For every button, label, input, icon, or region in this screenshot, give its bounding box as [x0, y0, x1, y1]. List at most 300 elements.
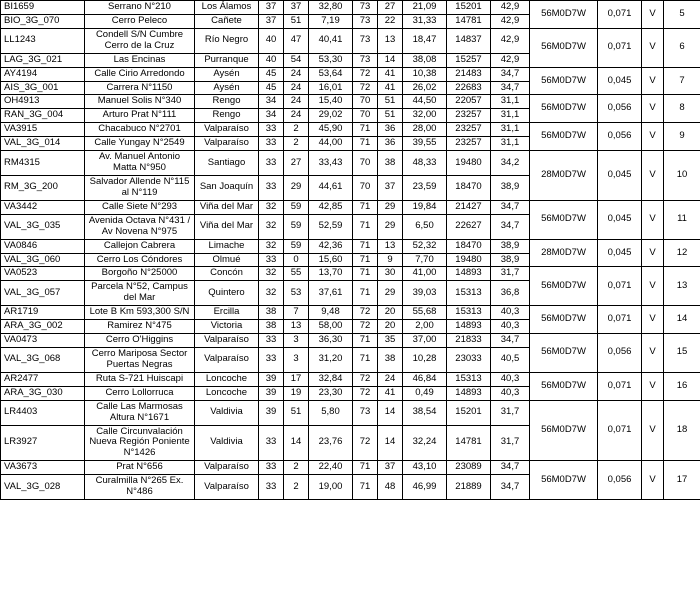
lat-deg-cell: 39	[259, 386, 284, 400]
designator-cell: 56M0D7W	[530, 334, 598, 373]
polarization-cell: V	[642, 28, 664, 67]
polarization-cell: V	[642, 461, 664, 500]
lon-min-cell: 38	[378, 151, 403, 176]
polarization-cell: V	[642, 334, 664, 373]
lat-min-cell: 13	[284, 320, 309, 334]
designator-cell: 56M0D7W	[530, 1, 598, 29]
power-cell: 34,7	[491, 67, 530, 81]
lat-sec-cell: 31,20	[309, 347, 353, 372]
frequency-cell: 23257	[447, 109, 491, 123]
lat-sec-cell: 53,64	[309, 67, 353, 81]
lon-min-cell: 14	[378, 400, 403, 425]
table-row	[1, 151, 700, 176]
link-number-cell: 14	[664, 306, 700, 334]
address-cell: Cerro O'Higgins	[85, 334, 195, 348]
frequency-cell: 14893	[447, 386, 491, 400]
link-number-cell: 18	[664, 400, 700, 461]
lon-deg-cell: 71	[353, 281, 378, 306]
power-cell: 31,7	[491, 267, 530, 281]
lat-deg-cell: 37	[259, 14, 284, 28]
lon-deg-cell: 71	[353, 123, 378, 137]
lon-min-cell: 38	[378, 347, 403, 372]
polarization-cell: V	[642, 400, 664, 461]
lon-deg-cell: 73	[353, 1, 378, 15]
power-cell: 42,9	[491, 28, 530, 53]
lat-min-cell: 2	[284, 123, 309, 137]
lat-sec-cell: 7,19	[309, 14, 353, 28]
lon-sec-cell: 21,09	[403, 1, 447, 15]
city-cell: Valparaíso	[195, 475, 259, 500]
lat-min-cell: 24	[284, 95, 309, 109]
code-cell: ARA_3G_030	[1, 386, 85, 400]
city-cell: Viña del Mar	[195, 214, 259, 239]
lon-deg-cell: 71	[353, 461, 378, 475]
lat-min-cell: 59	[284, 200, 309, 214]
table-row	[1, 67, 700, 81]
lon-sec-cell: 41,00	[403, 267, 447, 281]
lon-sec-cell: 18,47	[403, 28, 447, 53]
lon-deg-cell: 71	[353, 475, 378, 500]
lon-deg-cell: 71	[353, 334, 378, 348]
value-cell: 0,071	[598, 372, 642, 400]
lon-min-cell: 51	[378, 95, 403, 109]
address-cell: Cerro Peleco	[85, 14, 195, 28]
table-row	[1, 28, 700, 53]
code-cell: RAN_3G_004	[1, 109, 85, 123]
city-cell: Concón	[195, 267, 259, 281]
lon-min-cell: 36	[378, 137, 403, 151]
lat-sec-cell: 19,00	[309, 475, 353, 500]
lon-deg-cell: 72	[353, 81, 378, 95]
frequency-cell: 18470	[447, 175, 491, 200]
lon-sec-cell: 10,28	[403, 347, 447, 372]
lon-sec-cell: 55,68	[403, 306, 447, 320]
frequency-cell: 23089	[447, 461, 491, 475]
city-cell: Valdivia	[195, 400, 259, 425]
frequency-cell: 14781	[447, 14, 491, 28]
lat-sec-cell: 23,30	[309, 386, 353, 400]
address-cell: Parcela N°52, Campus del Mar	[85, 281, 195, 306]
code-cell: VAL_3G_028	[1, 475, 85, 500]
polarization-cell: V	[642, 95, 664, 123]
code-cell: RM_3G_200	[1, 175, 85, 200]
table-row	[1, 95, 700, 109]
city-cell: Purranque	[195, 53, 259, 67]
lon-deg-cell: 73	[353, 53, 378, 67]
lon-deg-cell: 71	[353, 239, 378, 253]
address-cell: Calle Cirio Arredondo	[85, 67, 195, 81]
code-cell: BI1659	[1, 1, 85, 15]
frequency-cell: 15313	[447, 306, 491, 320]
polarization-cell: V	[642, 239, 664, 267]
frequency-cell: 14893	[447, 320, 491, 334]
lat-sec-cell: 32,80	[309, 1, 353, 15]
lon-sec-cell: 39,55	[403, 137, 447, 151]
lon-min-cell: 13	[378, 28, 403, 53]
lon-deg-cell: 73	[353, 14, 378, 28]
city-cell: Río Negro	[195, 28, 259, 53]
sites-table-body	[1, 1, 700, 500]
power-cell: 40,3	[491, 386, 530, 400]
designator-cell: 56M0D7W	[530, 123, 598, 151]
lon-sec-cell: 28,00	[403, 123, 447, 137]
link-number-cell: 7	[664, 67, 700, 95]
value-cell: 0,045	[598, 67, 642, 95]
lon-min-cell: 14	[378, 425, 403, 461]
lat-sec-cell: 15,60	[309, 253, 353, 267]
lon-sec-cell: 2,00	[403, 320, 447, 334]
address-cell: Ramirez N°475	[85, 320, 195, 334]
power-cell: 34,7	[491, 334, 530, 348]
lat-min-cell: 27	[284, 151, 309, 176]
value-cell: 0,071	[598, 28, 642, 67]
lat-sec-cell: 42,36	[309, 239, 353, 253]
city-cell: Valparaíso	[195, 123, 259, 137]
address-cell: Curalmilla N°265 Ex. N°486	[85, 475, 195, 500]
address-cell: Borgoño N°25000	[85, 267, 195, 281]
polarization-cell: V	[642, 200, 664, 239]
lat-deg-cell: 33	[259, 334, 284, 348]
power-cell: 34,7	[491, 214, 530, 239]
lon-min-cell: 29	[378, 281, 403, 306]
code-cell: AR2477	[1, 372, 85, 386]
lat-min-cell: 24	[284, 67, 309, 81]
frequency-cell: 22057	[447, 95, 491, 109]
code-cell: ARA_3G_002	[1, 320, 85, 334]
code-cell: VA3915	[1, 123, 85, 137]
lon-deg-cell: 72	[353, 386, 378, 400]
lat-min-cell: 2	[284, 475, 309, 500]
code-cell: LR3927	[1, 425, 85, 461]
frequency-cell: 21833	[447, 334, 491, 348]
address-cell: Serrano N°210	[85, 1, 195, 15]
lon-min-cell: 30	[378, 267, 403, 281]
power-cell: 40,5	[491, 347, 530, 372]
frequency-cell: 21889	[447, 475, 491, 500]
city-cell: Aysén	[195, 67, 259, 81]
city-cell: Santiago	[195, 151, 259, 176]
lat-sec-cell: 45,90	[309, 123, 353, 137]
link-number-cell: 9	[664, 123, 700, 151]
city-cell: Valdivia	[195, 425, 259, 461]
code-cell: VA0473	[1, 334, 85, 348]
lat-min-cell: 3	[284, 334, 309, 348]
address-cell: Manuel Solis N°340	[85, 95, 195, 109]
link-number-cell: 15	[664, 334, 700, 373]
address-cell: Cerro Lollorruca	[85, 386, 195, 400]
power-cell: 34,2	[491, 151, 530, 176]
city-cell: Rengo	[195, 95, 259, 109]
lat-deg-cell: 38	[259, 306, 284, 320]
lon-min-cell: 41	[378, 81, 403, 95]
lat-sec-cell: 29,02	[309, 109, 353, 123]
code-cell: VAL_3G_035	[1, 214, 85, 239]
lat-min-cell: 24	[284, 81, 309, 95]
power-cell: 38,9	[491, 239, 530, 253]
lat-sec-cell: 58,00	[309, 320, 353, 334]
address-cell: Prat N°656	[85, 461, 195, 475]
lat-deg-cell: 32	[259, 214, 284, 239]
lat-min-cell: 51	[284, 14, 309, 28]
city-cell: Valparaíso	[195, 347, 259, 372]
lon-min-cell: 35	[378, 334, 403, 348]
lon-sec-cell: 10,38	[403, 67, 447, 81]
lat-sec-cell: 36,30	[309, 334, 353, 348]
lon-deg-cell: 72	[353, 320, 378, 334]
power-cell: 34,7	[491, 475, 530, 500]
code-cell: VA0846	[1, 239, 85, 253]
link-number-cell: 13	[664, 267, 700, 306]
code-cell: LAG_3G_021	[1, 53, 85, 67]
lat-deg-cell: 33	[259, 137, 284, 151]
lon-sec-cell: 48,33	[403, 151, 447, 176]
lat-min-cell: 37	[284, 1, 309, 15]
lon-sec-cell: 6,50	[403, 214, 447, 239]
city-cell: Los Álamos	[195, 1, 259, 15]
city-cell: Loncoche	[195, 372, 259, 386]
lat-min-cell: 53	[284, 281, 309, 306]
lon-deg-cell: 70	[353, 151, 378, 176]
code-cell: VA3673	[1, 461, 85, 475]
lat-deg-cell: 39	[259, 372, 284, 386]
value-cell: 0,071	[598, 1, 642, 29]
lat-deg-cell: 32	[259, 239, 284, 253]
city-cell: Valparaíso	[195, 461, 259, 475]
lat-deg-cell: 33	[259, 175, 284, 200]
city-cell: Quintero	[195, 281, 259, 306]
lat-deg-cell: 33	[259, 253, 284, 267]
power-cell: 31,7	[491, 425, 530, 461]
lat-deg-cell: 45	[259, 67, 284, 81]
polarization-cell: V	[642, 267, 664, 306]
lon-deg-cell: 72	[353, 425, 378, 461]
designator-cell: 56M0D7W	[530, 28, 598, 67]
lat-deg-cell: 34	[259, 95, 284, 109]
lat-sec-cell: 44,61	[309, 175, 353, 200]
lon-sec-cell: 32,00	[403, 109, 447, 123]
lat-min-cell: 17	[284, 372, 309, 386]
table-row	[1, 334, 700, 348]
table-row	[1, 1, 700, 15]
lon-deg-cell: 73	[353, 28, 378, 53]
designator-cell: 56M0D7W	[530, 95, 598, 123]
address-cell: Chacabuco N°2701	[85, 123, 195, 137]
value-cell: 0,045	[598, 151, 642, 201]
lon-sec-cell: 32,24	[403, 425, 447, 461]
lat-sec-cell: 5,80	[309, 400, 353, 425]
lat-deg-cell: 33	[259, 123, 284, 137]
lon-sec-cell: 52,32	[403, 239, 447, 253]
polarization-cell: V	[642, 151, 664, 201]
lon-sec-cell: 44,50	[403, 95, 447, 109]
value-cell: 0,071	[598, 267, 642, 306]
lon-min-cell: 36	[378, 123, 403, 137]
frequency-cell: 23257	[447, 137, 491, 151]
address-cell: Calle Circunvalación Nueva Región Poniente N°1426	[85, 425, 195, 461]
lat-sec-cell: 22,40	[309, 461, 353, 475]
lon-deg-cell: 70	[353, 109, 378, 123]
code-cell: LR4403	[1, 400, 85, 425]
address-cell: Cerro Mariposa Sector Puertas Negras	[85, 347, 195, 372]
frequency-cell: 23257	[447, 123, 491, 137]
table-row	[1, 239, 700, 253]
lat-deg-cell: 33	[259, 151, 284, 176]
lat-sec-cell: 32,84	[309, 372, 353, 386]
polarization-cell: V	[642, 306, 664, 334]
lon-deg-cell: 72	[353, 67, 378, 81]
lon-deg-cell: 73	[353, 400, 378, 425]
city-cell: Rengo	[195, 109, 259, 123]
designator-cell: 56M0D7W	[530, 267, 598, 306]
lon-sec-cell: 46,84	[403, 372, 447, 386]
lon-sec-cell: 39,03	[403, 281, 447, 306]
table-row	[1, 306, 700, 320]
link-number-cell: 12	[664, 239, 700, 267]
lat-deg-cell: 39	[259, 400, 284, 425]
lon-sec-cell: 0,49	[403, 386, 447, 400]
lat-sec-cell: 23,76	[309, 425, 353, 461]
lon-sec-cell: 19,84	[403, 200, 447, 214]
lon-deg-cell: 72	[353, 372, 378, 386]
value-cell: 0,071	[598, 400, 642, 461]
lat-min-cell: 19	[284, 386, 309, 400]
lat-sec-cell: 40,41	[309, 28, 353, 53]
address-cell: Salvador Allende N°115 al N°119	[85, 175, 195, 200]
lat-sec-cell: 33,43	[309, 151, 353, 176]
power-cell: 31,1	[491, 123, 530, 137]
address-cell: Condell S/N Cumbre Cerro de la Cruz	[85, 28, 195, 53]
power-cell: 31,1	[491, 95, 530, 109]
address-cell: Cerro Los Cóndores	[85, 253, 195, 267]
lat-sec-cell: 15,40	[309, 95, 353, 109]
lat-deg-cell: 33	[259, 461, 284, 475]
lat-deg-cell: 37	[259, 1, 284, 15]
city-cell: Ercilla	[195, 306, 259, 320]
frequency-cell: 14893	[447, 267, 491, 281]
city-cell: Valparaíso	[195, 334, 259, 348]
designator-cell: 28M0D7W	[530, 151, 598, 201]
address-cell: Las Encinas	[85, 53, 195, 67]
power-cell: 31,1	[491, 137, 530, 151]
frequency-cell: 15313	[447, 372, 491, 386]
lat-min-cell: 14	[284, 425, 309, 461]
designator-cell: 56M0D7W	[530, 200, 598, 239]
code-cell: BIO_3G_070	[1, 14, 85, 28]
value-cell: 0,056	[598, 95, 642, 123]
lon-sec-cell: 43,10	[403, 461, 447, 475]
lon-sec-cell: 46,99	[403, 475, 447, 500]
frequency-cell: 15201	[447, 400, 491, 425]
lat-sec-cell: 13,70	[309, 267, 353, 281]
lat-deg-cell: 38	[259, 320, 284, 334]
city-cell: Limache	[195, 239, 259, 253]
polarization-cell: V	[642, 67, 664, 95]
lat-deg-cell: 34	[259, 109, 284, 123]
lon-min-cell: 13	[378, 239, 403, 253]
code-cell: VAL_3G_068	[1, 347, 85, 372]
designator-cell: 56M0D7W	[530, 306, 598, 334]
lon-min-cell: 48	[378, 475, 403, 500]
link-number-cell: 17	[664, 461, 700, 500]
power-cell: 40,3	[491, 372, 530, 386]
lat-min-cell: 47	[284, 28, 309, 53]
table-row	[1, 372, 700, 386]
lat-deg-cell: 32	[259, 281, 284, 306]
link-number-cell: 8	[664, 95, 700, 123]
city-cell: Viña del Mar	[195, 200, 259, 214]
power-cell: 38,9	[491, 253, 530, 267]
lon-min-cell: 29	[378, 200, 403, 214]
lon-deg-cell: 72	[353, 306, 378, 320]
lat-min-cell: 2	[284, 137, 309, 151]
lat-min-cell: 2	[284, 461, 309, 475]
power-cell: 40,3	[491, 306, 530, 320]
lat-min-cell: 59	[284, 239, 309, 253]
lon-sec-cell: 7,70	[403, 253, 447, 267]
lon-sec-cell: 31,33	[403, 14, 447, 28]
address-cell: Arturo Prat N°111	[85, 109, 195, 123]
lon-min-cell: 37	[378, 175, 403, 200]
city-cell: Valparaíso	[195, 137, 259, 151]
lon-min-cell: 41	[378, 386, 403, 400]
lon-min-cell: 20	[378, 306, 403, 320]
city-cell: Olmué	[195, 253, 259, 267]
power-cell: 31,1	[491, 109, 530, 123]
frequency-cell: 14837	[447, 28, 491, 53]
table-row	[1, 267, 700, 281]
lon-sec-cell: 38,08	[403, 53, 447, 67]
value-cell: 0,056	[598, 123, 642, 151]
lon-min-cell: 14	[378, 53, 403, 67]
lat-min-cell: 51	[284, 400, 309, 425]
code-cell: AIS_3G_001	[1, 81, 85, 95]
lon-deg-cell: 71	[353, 253, 378, 267]
lat-deg-cell: 33	[259, 347, 284, 372]
designator-cell: 56M0D7W	[530, 461, 598, 500]
address-cell: Calle Siete N°293	[85, 200, 195, 214]
polarization-cell: V	[642, 372, 664, 400]
polarization-cell: V	[642, 1, 664, 29]
lat-deg-cell: 32	[259, 267, 284, 281]
polarization-cell: V	[642, 123, 664, 151]
power-cell: 42,9	[491, 1, 530, 15]
lat-min-cell: 59	[284, 214, 309, 239]
lat-sec-cell: 42,85	[309, 200, 353, 214]
code-cell: AY4194	[1, 67, 85, 81]
power-cell: 34,7	[491, 81, 530, 95]
frequency-cell: 18470	[447, 239, 491, 253]
value-cell: 0,045	[598, 239, 642, 267]
lon-min-cell: 29	[378, 214, 403, 239]
lon-min-cell: 20	[378, 320, 403, 334]
address-cell: Avenida Octava N°431 / Av Novena N°975	[85, 214, 195, 239]
lon-sec-cell: 37,00	[403, 334, 447, 348]
lat-deg-cell: 45	[259, 81, 284, 95]
lon-deg-cell: 71	[353, 137, 378, 151]
address-cell: Ruta S-721 Huiscapi	[85, 372, 195, 386]
power-cell: 42,9	[491, 14, 530, 28]
code-cell: VA3442	[1, 200, 85, 214]
address-cell: Calle Yungay N°2549	[85, 137, 195, 151]
power-cell: 34,7	[491, 461, 530, 475]
lon-deg-cell: 70	[353, 175, 378, 200]
power-cell: 40,3	[491, 320, 530, 334]
lat-sec-cell: 53,30	[309, 53, 353, 67]
designator-cell: 28M0D7W	[530, 239, 598, 267]
table-row	[1, 400, 700, 425]
address-cell: Av. Manuel Antonio Matta N°950	[85, 151, 195, 176]
table-row	[1, 123, 700, 137]
